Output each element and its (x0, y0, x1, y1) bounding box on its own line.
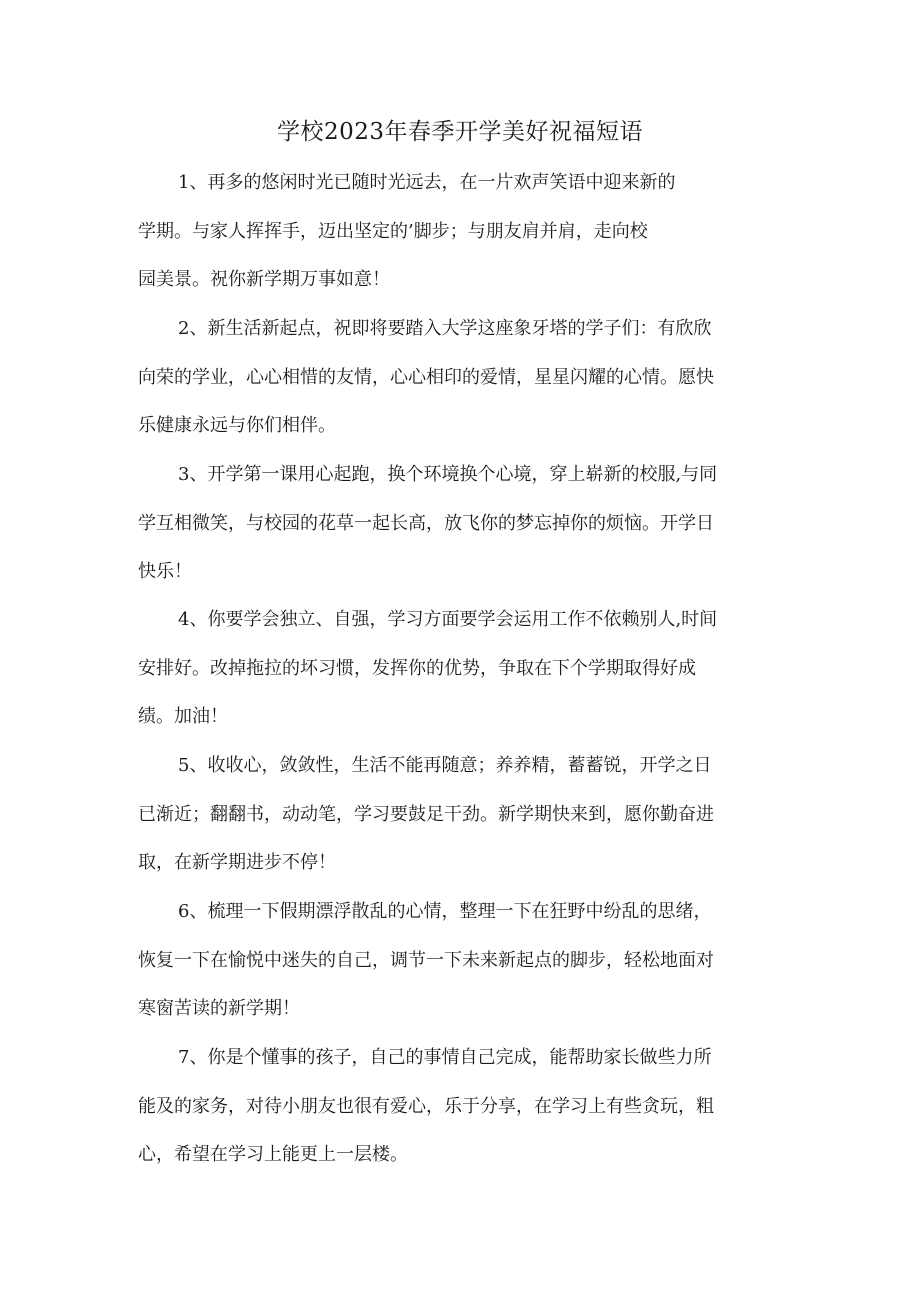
paragraph-line: 5、收收心，敛敛性，生活不能再随意；养养精，蓄蓄锐，开学之日 (178, 755, 712, 776)
paragraph-line: 园美景。祝你新学期万事如意！ (138, 269, 390, 290)
paragraph-4 (138, 608, 717, 729)
paragraph-7 (138, 1046, 714, 1167)
paragraph-line: 乐健康永远与你们相伴。 (138, 415, 336, 436)
paragraph-line: 7、你是个懂事的孩子，自己的事情自己完成，能帮助家长做些力所 (178, 1047, 712, 1068)
paragraph-line: 取，在新学期进步不停！ (138, 852, 336, 873)
paragraph-6 (138, 900, 714, 1021)
paragraph-line: 心，希望在学习上能更上一层楼。 (138, 1144, 408, 1165)
paragraph-3 (138, 463, 717, 584)
paragraph-line: 1、再多的悠闲时光已随时光远去，在一片欢声笑语中迎来新的 (178, 172, 676, 193)
paragraph-line: 4、你要学会独立、自强，学习方面要学会运用工作不依赖别人,时间 (178, 609, 718, 630)
paragraph-line: 快乐！ (138, 561, 192, 582)
paragraph-line: 绩。加油！ (138, 706, 228, 727)
paragraph-line: 向荣的学业，心心相惜的友情，心心相印的爱情，星星闪耀的心情。愿快 (138, 366, 714, 388)
paragraph-line: 寒窗苦读的新学期！ (138, 998, 300, 1019)
paragraph-line: 3、开学第一课用心起跑，换个环境换个心境，穿上崭新的校服,与同 (178, 464, 718, 485)
paragraph-5 (138, 754, 714, 875)
paragraph-line: 学互相微笑，与校园的花草一起长高，放飞你的梦忘掉你的烦恼。开学日 (138, 512, 714, 534)
paragraph-line: 恢复一下在愉悦中迷失的自己，调节一下未来新起点的脚步，轻松地面对 (138, 949, 714, 971)
paragraph-line: 已渐近；翻翻书，动动笔，学习要鼓足干劲。新学期快来到，愿你勤奋进 (138, 803, 714, 825)
paragraph-line: 6、梳理一下假期漂浮散乱的心情，整理一下在狂野中纷乱的思绪， (178, 901, 712, 922)
document-title: 学校2023年春季开学美好祝福短语 (276, 119, 644, 145)
paragraph-line: 安排好。改掉拖拉的坏习惯，发挥你的优势，争取在下个学期取得好成 (138, 657, 696, 679)
paragraph-2 (138, 317, 714, 438)
paragraph-line: 能及的家务，对待小朋友也很有爱心，乐于分享，在学习上有些贪玩，粗 (138, 1095, 714, 1117)
paragraph-1 (138, 171, 675, 292)
paragraph-line: 2、新生活新起点，祝即将要踏入大学这座象牙塔的学子们：有欣欣 (178, 318, 712, 339)
paragraph-line: 学期。与家人挥挥手，迈出坚定的’脚步；与朋友肩并肩，走向校 (138, 220, 648, 242)
